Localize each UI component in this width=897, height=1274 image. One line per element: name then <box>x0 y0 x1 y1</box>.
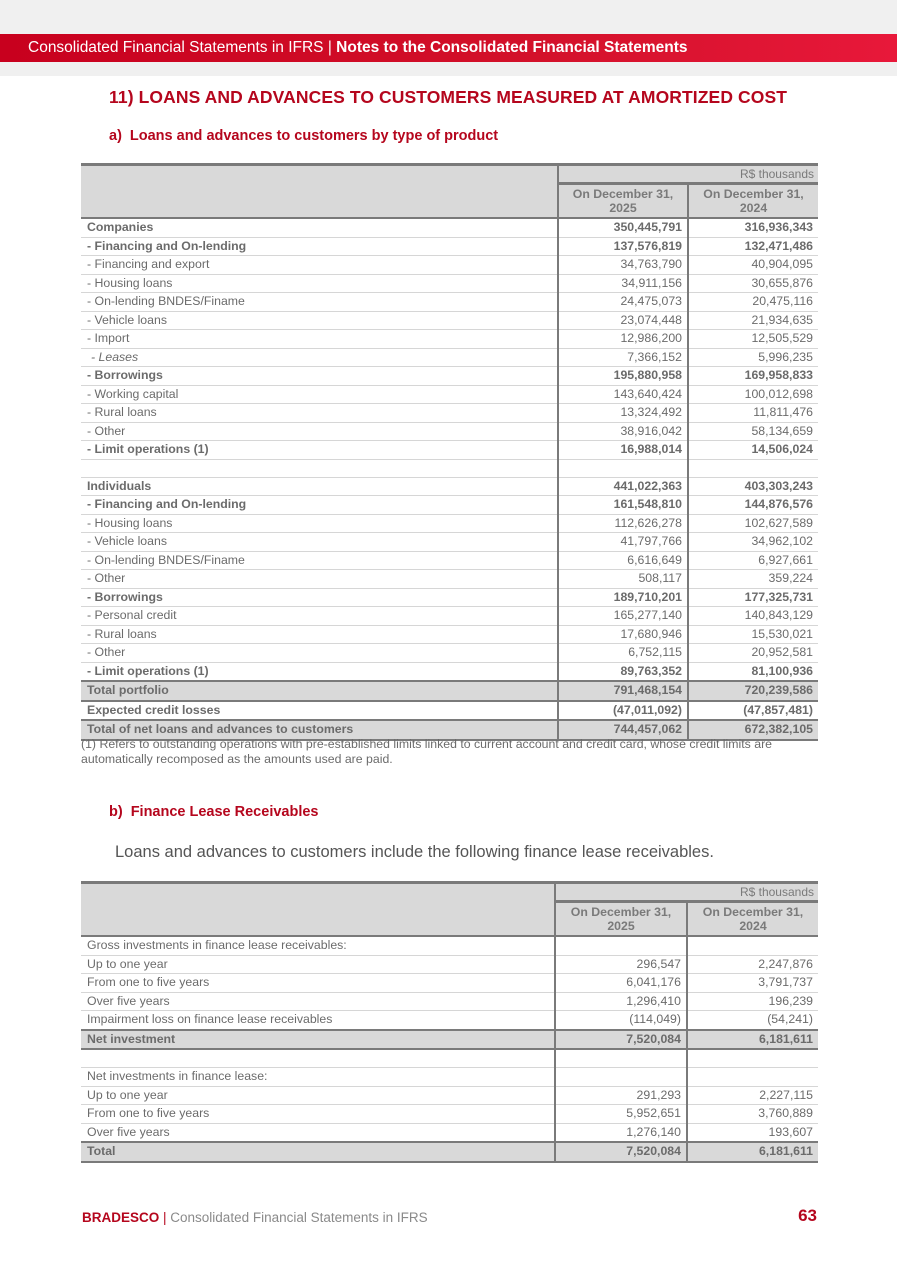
value-2024: 81,100,936 <box>688 662 818 681</box>
row-label <box>81 1049 555 1068</box>
row-label: - Borrowings <box>81 367 558 386</box>
unit-label: R$ thousands <box>558 165 818 184</box>
row-label: - Housing loans <box>81 514 558 533</box>
value-2025: 350,445,791 <box>558 218 688 237</box>
table-row <box>81 644 818 663</box>
table-row <box>81 477 818 496</box>
value-2025 <box>555 1049 687 1068</box>
value-2025: 291,293 <box>555 1086 687 1105</box>
footer-doc-title: Consolidated Financial Statements in IFRS <box>170 1210 428 1225</box>
value-2024: 3,791,737 <box>687 974 818 993</box>
finance-lease-table <box>81 881 818 1163</box>
value-2025: 6,041,176 <box>555 974 687 993</box>
row-label: - Vehicle loans <box>81 311 558 330</box>
value-2025: 7,520,084 <box>555 1030 687 1050</box>
total-row <box>81 1142 818 1162</box>
row-label <box>81 459 558 477</box>
value-2025: 441,022,363 <box>558 477 688 496</box>
row-label: - Financing and export <box>81 256 558 275</box>
row-label: - On-lending BNDES/Finame <box>81 293 558 312</box>
table-unit-row <box>81 883 818 902</box>
table-row <box>81 1068 818 1087</box>
row-label: Total <box>81 1142 555 1162</box>
value-2024: 177,325,731 <box>688 588 818 607</box>
row-label: - On-lending BNDES/Finame <box>81 551 558 570</box>
table-row <box>81 588 818 607</box>
row-label: Over five years <box>81 1123 555 1142</box>
value-2025: 16,988,014 <box>558 441 688 460</box>
table-row <box>81 218 818 237</box>
row-label: - Leases <box>81 348 558 367</box>
row-label: Net investments in finance lease: <box>81 1068 555 1087</box>
row-label: Individuals <box>81 477 558 496</box>
row-label: Companies <box>81 218 558 237</box>
table-row <box>81 422 818 441</box>
column-header-2025: On December 31, 2025 <box>555 902 687 937</box>
footer-separator: | <box>159 1210 171 1225</box>
table-row <box>81 625 818 644</box>
row-label: Over five years <box>81 992 555 1011</box>
value-2024: 20,475,116 <box>688 293 818 312</box>
value-2024: 40,904,095 <box>688 256 818 275</box>
table-row <box>81 404 818 423</box>
row-label: Net investment <box>81 1030 555 1050</box>
header-doc-title: Consolidated Financial Statements in IFRS <box>28 39 324 56</box>
value-2024: 14,506,024 <box>688 441 818 460</box>
value-2024: 316,936,343 <box>688 218 818 237</box>
section-b-title: Finance Lease Receivables <box>130 804 319 820</box>
row-label: Gross investments in finance lease receivables: <box>81 936 555 955</box>
row-label: Expected credit losses <box>81 701 558 721</box>
table-row <box>81 496 818 515</box>
row-label: - Housing loans <box>81 274 558 293</box>
table-row <box>81 348 818 367</box>
value-2024: 5,996,235 <box>688 348 818 367</box>
note-title: 11) LOANS AND ADVANCES TO CUSTOMERS MEASURED AT AMORTIZED COST <box>109 87 788 107</box>
page-footer <box>82 1210 428 1225</box>
table-row <box>81 441 818 460</box>
footer-brand: BRADESCO <box>82 1210 160 1225</box>
page-number: 63 <box>798 1206 817 1225</box>
table-row <box>81 992 818 1011</box>
spacer-row <box>81 1049 818 1068</box>
value-2024: 144,876,576 <box>688 496 818 515</box>
value-2024: 30,655,876 <box>688 274 818 293</box>
value-2024 <box>687 1049 818 1068</box>
table-row <box>81 1086 818 1105</box>
header-section-title: Notes to the Consolidated Financial Statements <box>336 39 688 56</box>
value-2025: 6,616,649 <box>558 551 688 570</box>
value-2025: 7,366,152 <box>558 348 688 367</box>
row-label: - Vehicle loans <box>81 533 558 552</box>
row-label: - Rural loans <box>81 625 558 644</box>
value-2025 <box>555 1068 687 1087</box>
value-2025: 24,475,073 <box>558 293 688 312</box>
value-2025: 17,680,946 <box>558 625 688 644</box>
value-2025: 5,952,651 <box>555 1105 687 1124</box>
value-2025: 137,576,819 <box>558 237 688 256</box>
value-2024: 169,958,833 <box>688 367 818 386</box>
section-a-title: Loans and advances to customers by type of product <box>129 128 499 144</box>
value-2024: 2,247,876 <box>687 955 818 974</box>
footnote: (1) Refers to outstanding operations with pre-established limits linked to current account and credit card, whose credit limits are automatically recomposed as the amounts used are paid. <box>81 737 773 766</box>
table-row <box>81 974 818 993</box>
value-2025: 112,626,278 <box>558 514 688 533</box>
value-2024: 58,134,659 <box>688 422 818 441</box>
row-label: - Working capital <box>81 385 558 404</box>
value-2024: 102,627,589 <box>688 514 818 533</box>
value-2025: 143,640,424 <box>558 385 688 404</box>
value-2025: 13,324,492 <box>558 404 688 423</box>
value-2024: 100,012,698 <box>688 385 818 404</box>
row-label: - Financing and On-lending <box>81 496 558 515</box>
table-row <box>81 662 818 681</box>
value-2024: 11,811,476 <box>688 404 818 423</box>
column-header-2024: On December 31, 2024 <box>687 902 818 937</box>
table-row <box>81 274 818 293</box>
table-row <box>81 367 818 386</box>
section-b-heading <box>109 804 319 820</box>
value-2024: 21,934,635 <box>688 311 818 330</box>
value-2024: 196,239 <box>687 992 818 1011</box>
value-2024: (54,241) <box>687 1011 818 1030</box>
value-2024: 3,760,889 <box>687 1105 818 1124</box>
value-2025: 161,548,810 <box>558 496 688 515</box>
value-2024: 132,471,486 <box>688 237 818 256</box>
table-row <box>81 514 818 533</box>
value-2025: 7,520,084 <box>555 1142 687 1162</box>
table-row <box>81 293 818 312</box>
value-2024: (47,857,481) <box>688 701 818 721</box>
value-2025: 195,880,958 <box>558 367 688 386</box>
value-2025: 6,752,115 <box>558 644 688 663</box>
table-row <box>81 533 818 552</box>
value-2025 <box>555 936 687 955</box>
table-unit-row <box>81 165 818 184</box>
value-2024: 20,952,581 <box>688 644 818 663</box>
row-label: - Financing and On-lending <box>81 237 558 256</box>
table-row <box>81 330 818 349</box>
total-row <box>81 681 818 701</box>
unit-label: R$ thousands <box>555 883 818 902</box>
value-2025: 34,911,156 <box>558 274 688 293</box>
table-row <box>81 1011 818 1030</box>
value-2025: 34,763,790 <box>558 256 688 275</box>
value-2025: 296,547 <box>555 955 687 974</box>
value-2025: 1,296,410 <box>555 992 687 1011</box>
value-2025: (47,011,092) <box>558 701 688 721</box>
table-row <box>81 1105 818 1124</box>
value-2024: 672,382,105 <box>688 720 818 740</box>
table-header-blank <box>81 883 555 937</box>
table-row <box>81 385 818 404</box>
table-row <box>81 936 818 955</box>
value-2024: 15,530,021 <box>688 625 818 644</box>
row-label: Up to one year <box>81 955 555 974</box>
value-2025: 12,986,200 <box>558 330 688 349</box>
value-2025: 1,276,140 <box>555 1123 687 1142</box>
spacer-row <box>81 459 818 477</box>
row-label: Total portfolio <box>81 681 558 701</box>
table-row <box>81 955 818 974</box>
row-label: From one to five years <box>81 974 555 993</box>
value-2025: 189,710,201 <box>558 588 688 607</box>
value-2025: 508,117 <box>558 570 688 589</box>
value-2025: (114,049) <box>555 1011 687 1030</box>
value-2024 <box>688 459 818 477</box>
value-2025: 23,074,448 <box>558 311 688 330</box>
row-label: - Other <box>81 570 558 589</box>
value-2025: 41,797,766 <box>558 533 688 552</box>
value-2025: 38,916,042 <box>558 422 688 441</box>
table-row <box>81 256 818 275</box>
value-2025: 165,277,140 <box>558 607 688 626</box>
header-separator: | <box>323 39 337 56</box>
value-2024: 2,227,115 <box>687 1086 818 1105</box>
section-b-intro: Loans and advances to customers include the following finance lease receivables. <box>115 843 714 861</box>
row-label: - Other <box>81 644 558 663</box>
table-row <box>81 607 818 626</box>
table-row <box>81 1123 818 1142</box>
total-row <box>81 1030 818 1050</box>
row-label: Total of net loans and advances to customers <box>81 720 558 740</box>
value-2025: 744,457,062 <box>558 720 688 740</box>
table-row <box>81 237 818 256</box>
value-2025: 791,468,154 <box>558 681 688 701</box>
value-2025 <box>558 459 688 477</box>
loans-by-product-table <box>81 163 818 741</box>
column-header-2025: On December 31, 2025 <box>558 184 688 219</box>
value-2024: 359,224 <box>688 570 818 589</box>
value-2024: 6,927,661 <box>688 551 818 570</box>
value-2024 <box>687 936 818 955</box>
table-row <box>81 311 818 330</box>
table-row <box>81 701 818 721</box>
value-2025: 89,763,352 <box>558 662 688 681</box>
table-row <box>81 551 818 570</box>
value-2024: 403,303,243 <box>688 477 818 496</box>
row-label: From one to five years <box>81 1105 555 1124</box>
row-label: Up to one year <box>81 1086 555 1105</box>
row-label: - Limit operations (1) <box>81 662 558 681</box>
row-label: - Other <box>81 422 558 441</box>
running-header <box>0 34 897 62</box>
row-label: - Limit operations (1) <box>81 441 558 460</box>
value-2024: 6,181,611 <box>687 1142 818 1162</box>
row-label: - Import <box>81 330 558 349</box>
value-2024: 193,607 <box>687 1123 818 1142</box>
table-header-blank <box>81 165 558 219</box>
value-2024 <box>687 1068 818 1087</box>
row-label: - Borrowings <box>81 588 558 607</box>
value-2024: 6,181,611 <box>687 1030 818 1050</box>
row-label: Impairment loss on finance lease receivables <box>81 1011 555 1030</box>
value-2024: 720,239,586 <box>688 681 818 701</box>
row-label: - Rural loans <box>81 404 558 423</box>
section-a-heading <box>109 128 498 144</box>
section-a-letter: a) <box>109 128 122 144</box>
value-2024: 12,505,529 <box>688 330 818 349</box>
value-2024: 140,843,129 <box>688 607 818 626</box>
row-label: - Personal credit <box>81 607 558 626</box>
table-row <box>81 570 818 589</box>
column-header-2024: On December 31, 2024 <box>688 184 818 219</box>
section-b-letter: b) <box>109 804 123 820</box>
value-2024: 34,962,102 <box>688 533 818 552</box>
